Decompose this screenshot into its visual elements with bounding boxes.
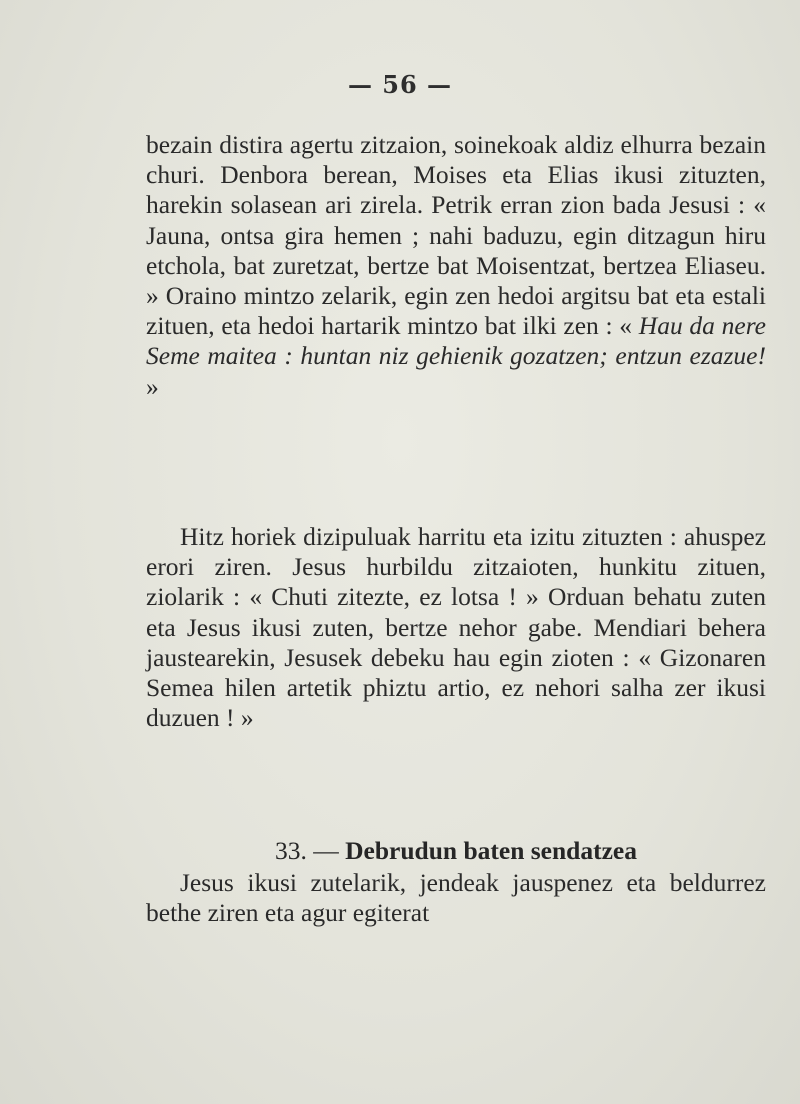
paragraph-1-quote: Hau da nere Seme maitea : huntan niz gehienik gozatzen; entzun ezazue! — [146, 311, 767, 371]
paragraph-3 — [146, 868, 766, 928]
section-number: 33. — — [275, 836, 339, 865]
paragraph-3-text: Jesus ikusi zutelarik, jendeak jauspenez eta beldurrez bethe ziren eta agur egiterat — [146, 868, 766, 928]
paragraph-1 — [146, 130, 766, 402]
page-number: — 56 — — [347, 70, 453, 99]
paragraph-2 — [146, 522, 766, 733]
paragraph-2-text: Hitz horiek dizipuluak harritu eta izitu zituzten : ahuspez erori ziren. Jesus hurbildu zitzaioten, hunkitu zituen, ziolarik : « Chuti zitezte, ez lotsa ! » Orduan behatu zuten eta Jesus ikusi zuten, bertze nehor gabe. Mendiari behera jaustearekin, Jesusek debeku hau egin zioten : « Gizonaren Semea hilen artetik phiztu artio, ez nehori salha zer ikusi duzuen ! » — [146, 522, 766, 733]
paragraph-1-text: bezain distira agertu zitzaion, soinekoak aldiz elhurra bezain churi. Denbora berean, Moises eta Elias ikusi zituzten, harekin solasean ari zirela. Petrik erran zion bada Jesusi : « Jauna, ontsa gira hemen ; nahi baduzu, egin ditzagun hiru etchola, bat zuretzat, bertze bat Moisentzat, bertzea Eliaseu. » Oraino mintzo zelarik, egin zen hedoi argitsu bat eta estali zituen, eta hedoi hartarik mintzo bat ilki zen : « — [146, 130, 766, 341]
section-title: Debrudun baten sendatzea — [345, 836, 637, 865]
section-heading — [146, 836, 766, 866]
paragraph-1-end: » — [146, 371, 159, 401]
